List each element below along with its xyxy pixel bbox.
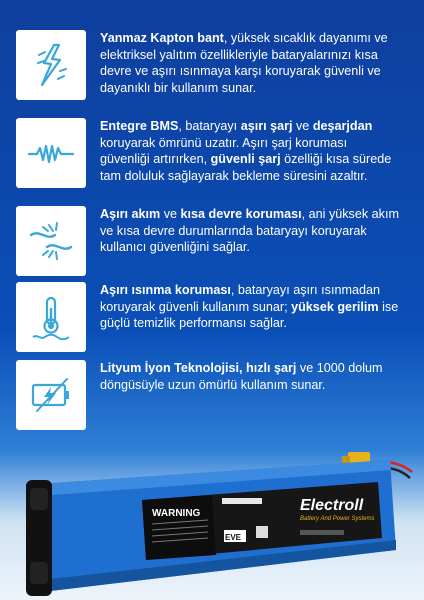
feature-text: [100, 206, 400, 256]
feature-text-segment: , ani yüksek akım ve kısa devre durumlarında bataryayı koruyarak kullanıcı güvenliğini sağlar.: [100, 207, 399, 255]
feature-text: [100, 282, 400, 332]
feature-text-segment: ise güçlü temizlik performansı sağlar.: [100, 299, 399, 331]
feature-text-segment: ve: [292, 119, 313, 133]
feature-highlight: Yanmaz Kapton bant: [100, 31, 224, 45]
feature-liion: [16, 360, 412, 430]
short-circuit-icon: [16, 206, 86, 276]
feature-text-segment: özelliği kısa sürede tam doluluk sağlayarak bekleme süresini azaltır.: [100, 152, 392, 183]
feature-highlight: deşarjdan: [312, 119, 373, 133]
feature-highlight: yüksek gerilim: [291, 299, 379, 314]
feature-overcurrent: [16, 206, 412, 276]
battery-charging-icon: [16, 360, 86, 430]
battery-warning-text: WARNING: [152, 508, 201, 519]
feature-highlight: Lityum İyon Teknolojisi, hızlı şarj: [100, 361, 297, 375]
feature-text: [100, 30, 400, 96]
feature-text-segment: , bataryayı: [178, 119, 241, 133]
feature-text-segment: , bataryayı aşırı ısınmadan koruyarak güvenli kullanım sunar;: [100, 283, 380, 314]
feature-text: [100, 118, 400, 184]
battery-brand-logo: Electroll: [300, 497, 364, 514]
feature-highlight: Entegre BMS: [100, 119, 179, 133]
pulse-wave-icon: [16, 118, 86, 188]
feature-text: [100, 360, 400, 393]
thermometer-icon: [16, 282, 86, 352]
feature-text-segment: ve: [160, 207, 181, 221]
feature-text-segment: , yüksek sıcaklık dayanımı ve elektriksel yalıtım özellikleriyle bataryalarınızı kısa devre ve aşırı ısınmaya karşı koruyarak güvenli ve dayanıklı bir kullanım sunar.: [100, 31, 388, 95]
battery-eve-logo: EVE: [225, 533, 242, 542]
feature-text-segment: ve 1000 dolum döngüsüyle uzun ömürlü kullanım sunar.: [100, 361, 383, 392]
battery-pack-image: [0, 430, 424, 600]
feature-kapton: [16, 30, 412, 100]
feature-highlight: kısa devre koruması: [180, 207, 302, 221]
lightning-icon: [16, 30, 86, 100]
feature-overheat: [16, 282, 412, 352]
feature-highlight: güvenli şarj: [210, 152, 281, 167]
feature-highlight: Aşırı akım: [100, 207, 161, 221]
feature-highlight: aşırı şarj: [240, 119, 293, 133]
feature-highlight: Aşırı ısınma koruması: [100, 283, 231, 297]
feature-bms: [16, 118, 412, 188]
feature-text-segment: koruyarak ömrünü uzatır. Aşırı şarj koruması güvenliği artırırken,: [100, 135, 348, 167]
battery-brand-tagline: Battery And Power Systems: [300, 516, 375, 522]
